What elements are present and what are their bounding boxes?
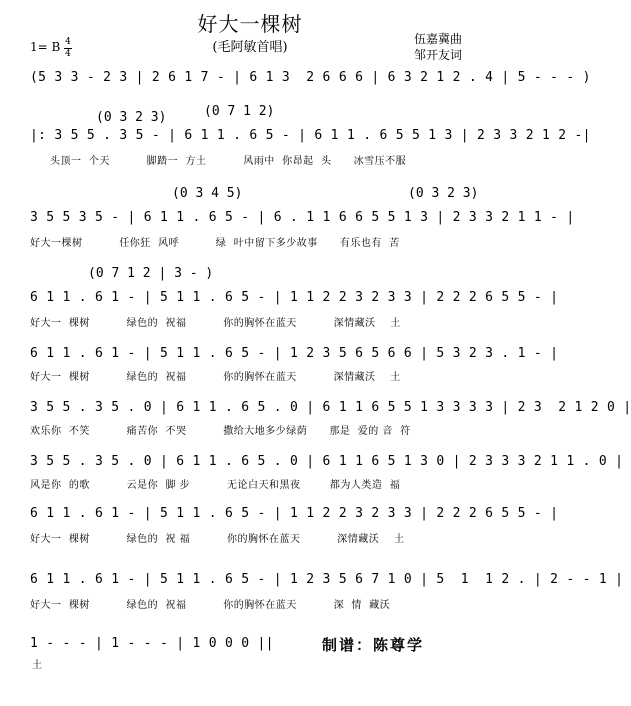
meter-bottom: 4: [65, 49, 71, 59]
notation-row-2: |: 3 5 5 . 3 5 - | 6 1 1 . 6 5 - | 6 1 1 . 6 5 5 1 3 | 2 3 3 2 1 2 -|: [30, 128, 591, 143]
notation-row-1: (5 3 3 - 2 3 | 2 6 1 7 - | 6 1 3 2 6 6 6 | 6 3 2 1 2 . 4 | 5 - - - ): [30, 70, 591, 85]
meter-top: 4: [65, 37, 71, 47]
intro-bracket: (0 7 1 2): [204, 104, 275, 119]
notation-row-7: 3 5 5 . 3 5 . 0 | 6 1 1 . 6 5 . 0 | 6 1 1 6 5 1 3 0 | 2 3 3 3 2 1 1 . 0 |: [30, 454, 624, 469]
lyrics-row-5: 好大一 棵树 绿色的 祝福 你的胸怀在蓝天 深情藏沃 土: [30, 372, 401, 383]
lyrics-row-3: 好大一棵树 任你狂 风呼 绿 叶中留下多少故事 有乐也有 苦: [30, 238, 400, 249]
key-signature: 1= B: [30, 40, 61, 54]
notation-row-3: 3 5 5 3 5 - | 6 1 1 . 6 5 - | 6 . 1 1 6 6 5 5 1 3 | 2 3 3 2 1 1 - |: [30, 210, 575, 225]
intro-bracket: (0 3 2 3): [408, 186, 479, 201]
lyricist: 邹开友词: [414, 48, 463, 62]
last-lyric: 土: [32, 660, 42, 671]
lyrics-row-8: 好大一 棵树 绿色的 祝 福 你的胸怀在蓝天 深情藏沃 土: [30, 534, 405, 545]
notation-row-4: 6 1 1 . 6 1 - | 5 1 1 . 6 5 - | 1 1 2 2 3 2 3 3 | 2 2 2 6 5 5 - |: [30, 290, 559, 305]
notation-row-5: 6 1 1 . 6 1 - | 5 1 1 . 6 5 - | 1 2 3 5 6 5 6 6 | 5 3 2 3 . 1 - |: [30, 346, 559, 361]
intro-bracket: (0 3 4 5): [172, 186, 243, 201]
intro-bracket: (0 3 2 3): [96, 110, 167, 125]
intro-bracket: (0 7 1 2 | 3 - ): [88, 266, 214, 281]
notation-row-8: 6 1 1 . 6 1 - | 5 1 1 . 6 5 - | 1 1 2 2 3 2 3 3 | 2 2 2 6 5 5 - |: [30, 506, 559, 521]
song-title: 好大一棵树: [197, 12, 303, 36]
lyrics-row-6: 欢乐你 不笑 痛苦你 不哭 撒给大地多少绿荫 那是 爱的 音 符: [30, 426, 411, 437]
notation-row-10: 1 - - - | 1 - - - | 1 0 0 0 ||: [30, 636, 274, 651]
notation-row-9: 6 1 1 . 6 1 - | 5 1 1 . 6 5 - | 1 2 3 5 6 7 1 0 | 5 1 1 2 . | 2 - - 1 |: [30, 572, 624, 587]
lyrics-row-9: 好大一 棵树 绿色的 祝福 你的胸怀在蓝天 深 情 藏沃: [30, 600, 391, 611]
composer: 伍嘉冀曲: [414, 32, 463, 46]
lyrics-row-7: 风是你 的歌 云是你 脚 步 无论白天和黑夜 都为人类造 福: [30, 480, 401, 491]
performer: (毛阿敏首唱): [212, 40, 288, 55]
time-signature: [64, 38, 72, 59]
lyrics-row-2: 头顶一 个天 脚踏一 方土 风雨中 你昂起 头 冰雪压不服: [50, 156, 407, 167]
transcriber-signature: 制谱：陈尊学: [322, 636, 425, 654]
lyrics-row-4: 好大一 棵树 绿色的 祝福 你的胸怀在蓝天 深情藏沃 土: [30, 318, 401, 329]
notation-row-6: 3 5 5 . 3 5 . 0 | 6 1 1 . 6 5 . 0 | 6 1 1 6 5 5 1 3 3 3 3 | 2 3 2 1 2 0 |: [30, 400, 631, 415]
